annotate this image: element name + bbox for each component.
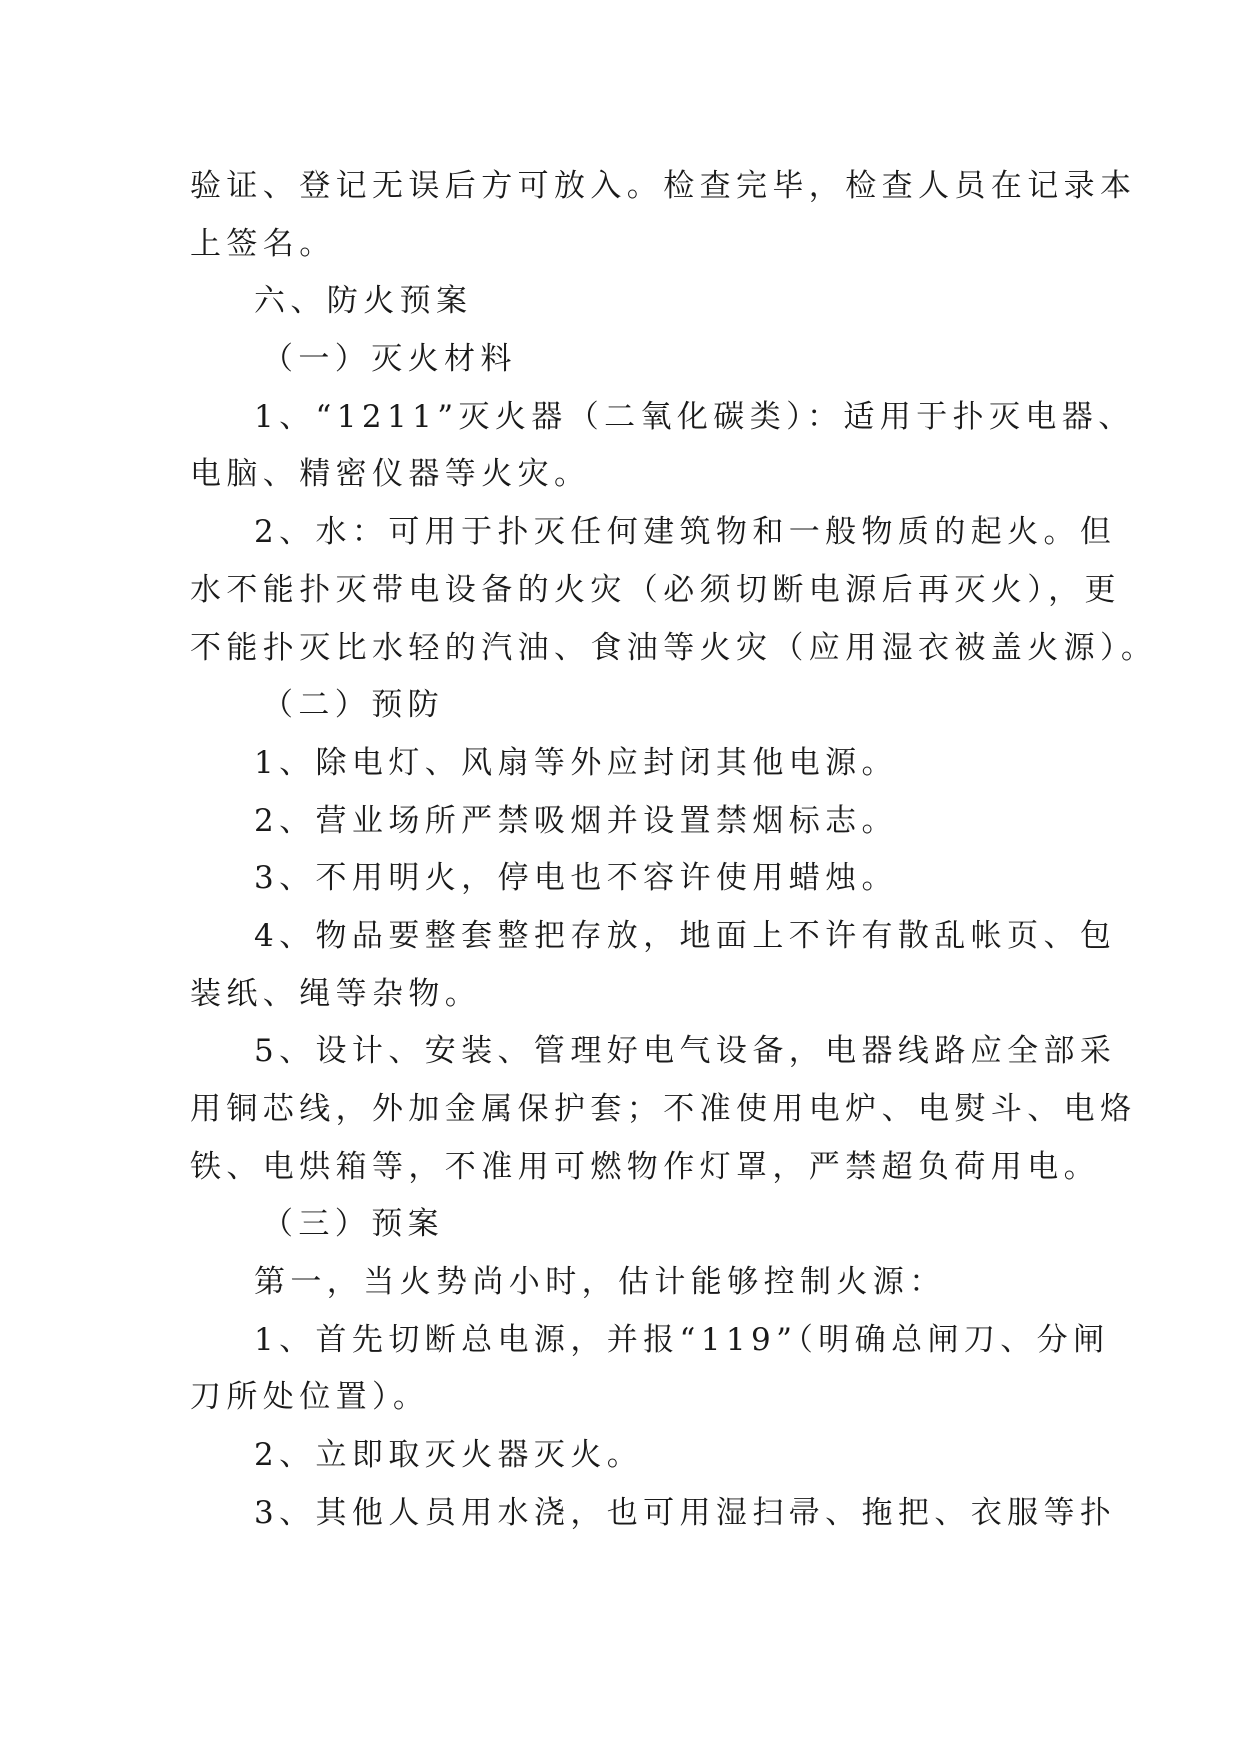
text-line: 装纸、绳等杂物。: [190, 975, 482, 1012]
text-line: 上签名。: [190, 225, 336, 262]
text-line: 用铜芯线，外加金属保护套；不准使用电炉、电熨斗、电烙: [190, 1091, 1137, 1127]
text-line: （二）预防: [262, 687, 444, 724]
text-line: 3、不用明火，停电也不容许使用蜡烛。: [254, 860, 898, 897]
text-line: 验证、登记无误后方可放入。检查完毕，检查人员在记录本: [190, 168, 1137, 204]
text-line: （三）预案: [262, 1206, 444, 1243]
text-line: 2、立即取灭火器灭火。: [254, 1437, 644, 1474]
text-line: 第一，当火势尚小时，估计能够控制火源：: [254, 1264, 946, 1301]
text-line: 水不能扑灭带电设备的火灾（必须切断电源后再灭火），更: [190, 571, 1121, 608]
text-line: 不能扑灭比水轻的汽油、食油等火灾（应用湿衣被盖火源）。: [190, 629, 1158, 666]
text-line: 4、物品要整套整把存放，地面上不许有散乱帐页、包: [254, 917, 1117, 954]
text-line: 2、营业场所严禁吸烟并设置禁烟标志。: [254, 802, 898, 839]
text-line: 3、其他人员用水浇，也可用湿扫帚、拖把、衣服等扑: [254, 1494, 1117, 1531]
text-line: 1、“1211”灭火器（二氧化碳类）：适用于扑灭电器、: [254, 398, 1135, 435]
text-line: 六、防火预案: [254, 283, 473, 320]
text-line: 1、除电灯、风扇等外应封闭其他电源。: [254, 744, 898, 781]
text-line: 1、首先切断总电源，并报“119”（明确总闸刀、分闸: [254, 1321, 1110, 1358]
text-line: 电脑、精密仪器等火灾。: [190, 456, 591, 493]
text-line: 2、水：可用于扑灭任何建筑物和一般物质的起火。但: [254, 514, 1117, 551]
document-body: [190, 158, 1158, 1543]
text-line: 5、设计、安装、管理好电气设备，电器线路应全部采: [254, 1033, 1117, 1070]
text-line: 刀所处位置）。: [190, 1379, 430, 1416]
text-line: （一）灭火材料: [262, 341, 517, 378]
text-line: 铁、电烘箱等，不准用可燃物作灯罩，严禁超负荷用电。: [190, 1148, 1100, 1185]
